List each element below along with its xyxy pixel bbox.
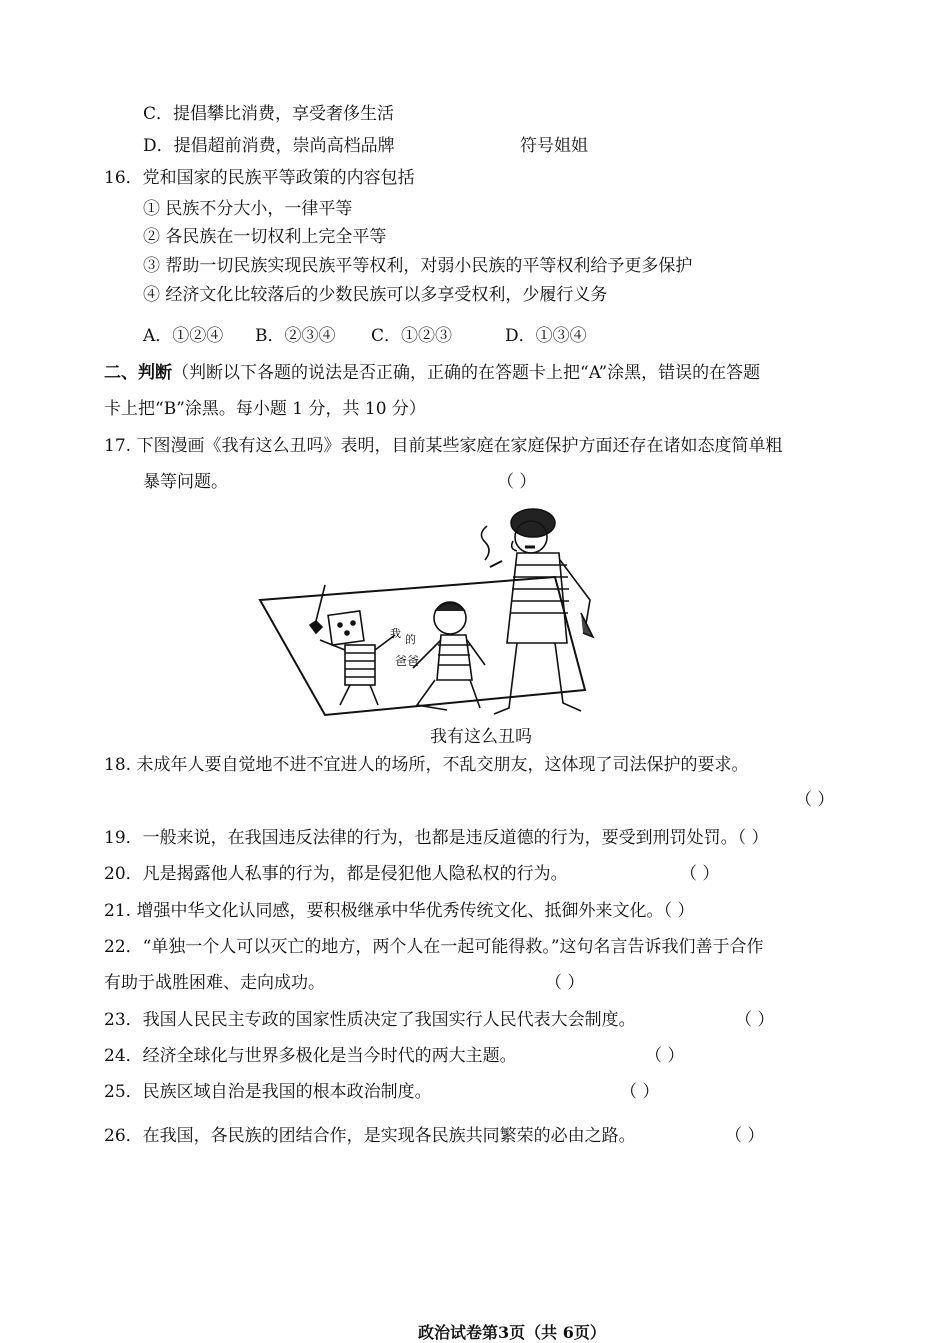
q16-item-2: ② 各民族在一切权利上完全平等: [143, 227, 387, 247]
section-2-heading: 二、判断: [104, 363, 172, 383]
q16-choice-c: C．①②③: [371, 326, 453, 346]
q18-answer-parens: （ ）: [795, 790, 835, 810]
section-2-instruction-line-1: [104, 362, 760, 384]
q19-line: 19．一般来说，在我国违反法律的行为，也都是违反道德的行为，要受到刑罚处罚。（ ）: [104, 828, 769, 848]
q25-line: 25．民族区域自治是我国的根本政治制度。: [104, 1082, 432, 1102]
q17-answer-parens: （ ）: [497, 472, 537, 492]
figure-caption: 我有这么丑吗: [430, 727, 532, 747]
q23-answer-parens: （ ）: [735, 1010, 775, 1030]
drawing-text-wo: 我: [390, 627, 401, 640]
drawing-text-baba: 爸爸: [395, 654, 420, 668]
q24-line: 24．经济全球化与世界多极化是当今时代的两大主题。: [104, 1046, 517, 1066]
q24-answer-parens: （ ）: [645, 1046, 685, 1066]
q26-line: 26．在我国，各民族的团结合作，是实现各民族共同繁荣的必由之路。: [104, 1126, 636, 1146]
q23-line: 23．我国人民民主专政的国家性质决定了我国实行人民代表大会制度。: [104, 1010, 636, 1030]
page-footer: 政治试卷第3页（共 6页）: [418, 1323, 606, 1342]
q22-line-2: 有助于战胜困难、走向成功。: [104, 973, 325, 993]
q25-answer-parens: （ ）: [620, 1082, 660, 1102]
q20-answer-parens: （ ）: [680, 864, 720, 884]
q16-stem: 16．党和国家的民族平等政策的内容包括: [104, 168, 415, 188]
q16-item-4: ④ 经济文化比较落后的少数民族可以多享受权利，少履行义务: [143, 285, 608, 305]
drawing-text-de: 的: [405, 633, 416, 646]
section-2-instruction-line-2: 卡上把“B”涂黑。每小题 1 分，共 10 分）: [104, 399, 426, 419]
q17-line-1: 17. 下图漫画《我有这么丑吗》表明，目前某些家庭在家庭保护方面还存在诸如态度简单粗: [104, 436, 783, 456]
q15-option-c: C．提倡攀比消费，享受奢侈生活: [143, 104, 395, 124]
q18-line: 18. 未成年人要自觉地不进不宜进人的场所，不乱交朋友，这体现了司法保护的要求。: [104, 755, 749, 775]
q20-line: 20．凡是揭露他人私事的行为，都是侵犯他人隐私权的行为。: [104, 864, 568, 884]
q16-choice-b: B．②③④: [255, 326, 336, 346]
q21-line: 21. 增强中华文化认同感，要积极继承中华优秀传统文化、抵御外来文化。（ ）: [104, 901, 695, 921]
q22-answer-parens: （ ）: [545, 973, 585, 993]
q16-item-1: ① 民族不分大小，一律平等: [143, 199, 353, 219]
q17-line-2: 暴等问题。: [143, 472, 228, 492]
q16-choice-d: D．①③④: [505, 326, 587, 346]
q16-choice-a: A．①②④: [143, 326, 224, 346]
q22-line-1: 22．“单独一个人可以灭亡的地方，两个人在一起可能得救。”这句名言告诉我们善于合作: [104, 937, 764, 957]
q16-item-3: ③ 帮助一切民族实现民族平等权利，对弱小民族的平等权利给予更多保护: [143, 256, 693, 276]
cartoon-figure: [255, 505, 650, 720]
q26-answer-parens: （ ）: [725, 1126, 765, 1146]
q15-option-d: D．提倡超前消费，崇尚高档品牌: [143, 136, 395, 156]
stray-text: 符号姐姐: [520, 136, 588, 156]
section-2-instruction: （判断以下各题的说法是否正确，正确的在答题卡上把“A”涂黑，错误的在答题: [172, 363, 761, 383]
